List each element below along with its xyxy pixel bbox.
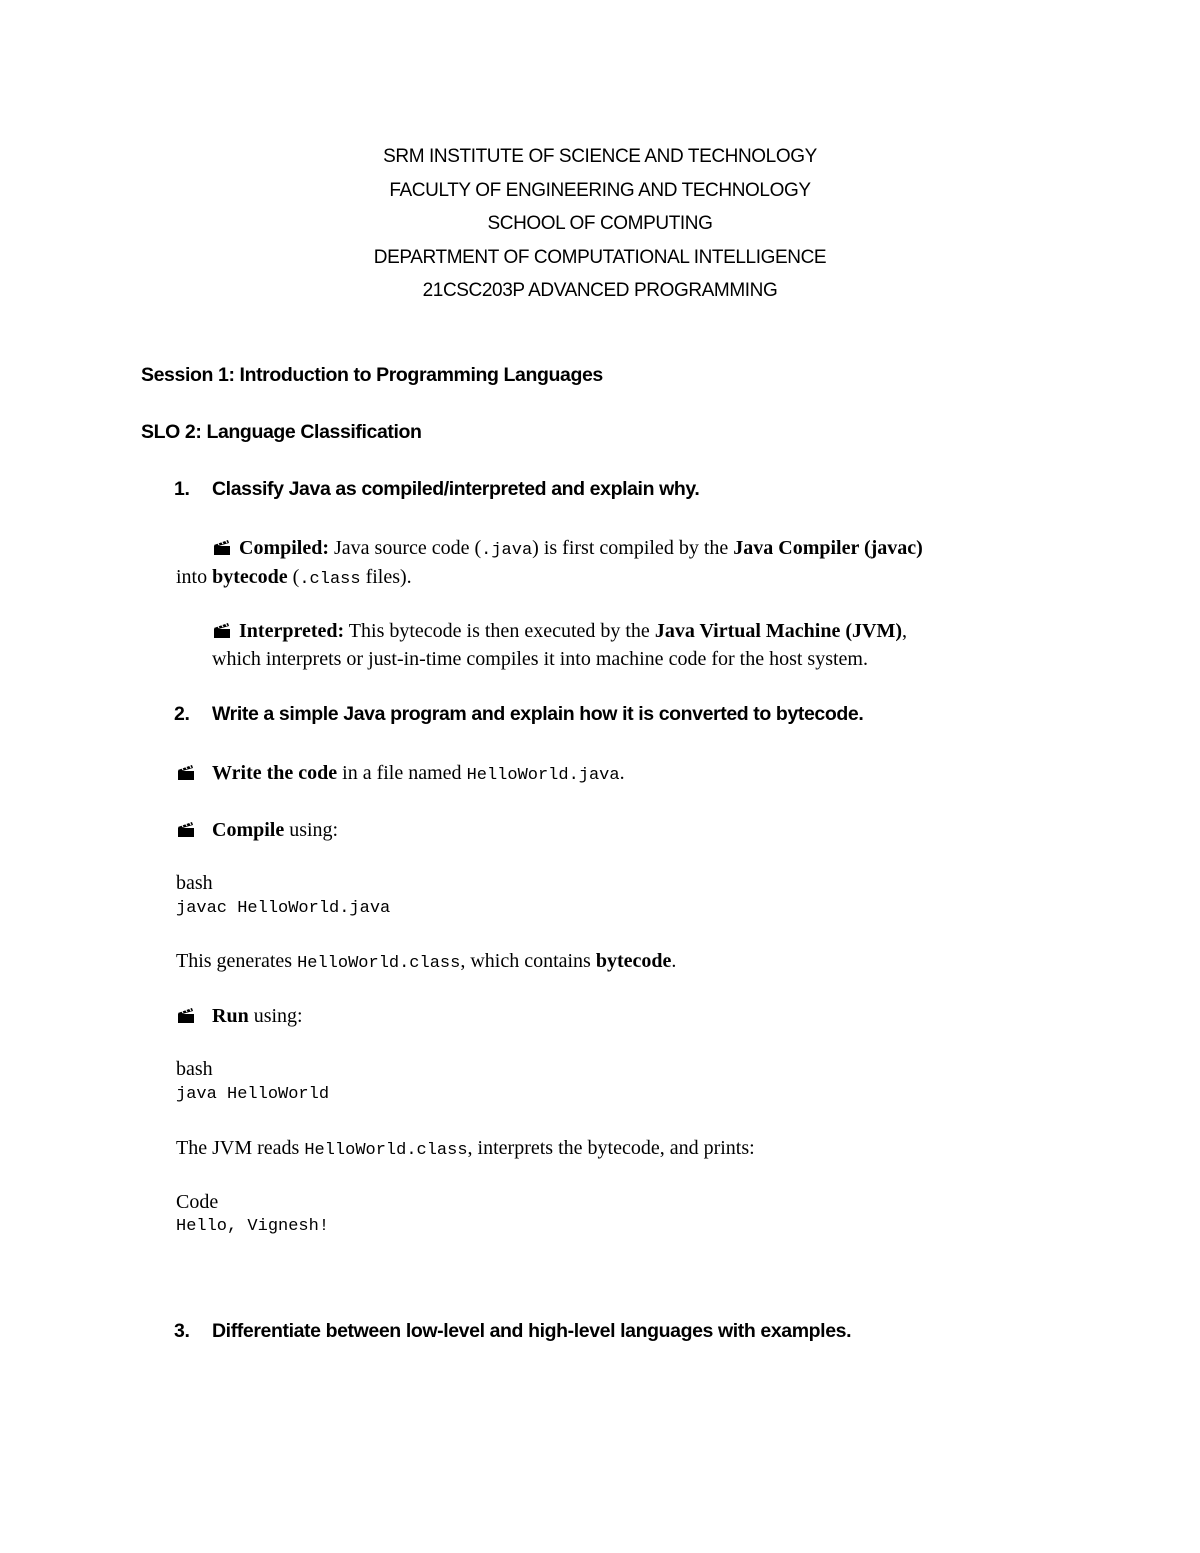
- generates-text: This generates: [176, 950, 298, 972]
- compile-bold: Compile: [212, 819, 285, 841]
- compiled-line-2: [176, 566, 412, 589]
- compiled-text-3: into: [176, 566, 213, 588]
- clapperboard-icon: [212, 621, 234, 639]
- school-name: SCHOOL OF COMPUTING: [487, 213, 713, 234]
- generates-text-2: , which contains: [460, 950, 596, 972]
- interpreted-line-1: [212, 620, 907, 643]
- question-text: Write a simple Java program and explain how it is converted to bytecode.: [212, 703, 864, 725]
- clapperboard-icon: [176, 763, 212, 781]
- write-code-text: in a file named: [337, 762, 467, 784]
- generates-line: [176, 950, 676, 973]
- generates-period: .: [671, 950, 677, 972]
- interpreted-label: Interpreted:: [239, 620, 345, 642]
- java-compiler-bold: Java Compiler (javac): [733, 537, 923, 559]
- bytecode-bold: bytecode: [212, 566, 288, 588]
- document-header: [0, 140, 1200, 308]
- course-title: 21CSC203P ADVANCED PROGRAMMING: [422, 280, 778, 301]
- institute-name: SRM INSTITUTE OF SCIENCE AND TECHNOLOGY: [383, 146, 817, 167]
- department-name: DEPARTMENT OF COMPUTATIONAL INTELLIGENCE: [373, 246, 827, 268]
- interpreted-text: This bytecode is then executed by the: [344, 620, 655, 642]
- clapperboard-icon: [176, 1006, 212, 1024]
- write-code-line: [176, 762, 625, 785]
- compiled-line-1: [212, 537, 923, 560]
- clapperboard-icon: [176, 820, 212, 838]
- java-extension-code: .java: [481, 541, 533, 560]
- faculty-name: FACULTY OF ENGINEERING AND TECHNOLOGY: [389, 179, 811, 201]
- jvm-reads-text: The JVM reads: [176, 1137, 305, 1159]
- question-2: [174, 703, 863, 726]
- compile-text: using:: [284, 819, 339, 841]
- slo-heading: SLO 2: Language Classification: [141, 421, 422, 443]
- compiled-text-2: ) is first compiled by the: [532, 537, 734, 559]
- helloworld-java-code: HelloWorld.java: [466, 766, 620, 785]
- compile-line: [176, 819, 338, 842]
- class-extension-code: .class: [299, 570, 361, 589]
- jvm-reads-line: [176, 1137, 755, 1160]
- question-text: Differentiate between low-level and high-level languages with examples.: [212, 1320, 852, 1342]
- program-output: Hello, Vignesh!: [176, 1217, 330, 1236]
- code-block-language-label: bash: [176, 1058, 213, 1080]
- helloworld-class-code: HelloWorld.class: [304, 1141, 468, 1160]
- question-number: 2.: [174, 703, 190, 725]
- javac-command: javac HelloWorld.java: [176, 899, 391, 918]
- session-heading: Session 1: Introduction to Programming Languages: [141, 364, 603, 386]
- helloworld-class-code: HelloWorld.class: [297, 954, 461, 973]
- write-code-period: .: [619, 762, 625, 784]
- run-line: [176, 1005, 303, 1028]
- question-text: Classify Java as compiled/interpreted and explain why.: [212, 478, 700, 500]
- question-number: 3.: [174, 1320, 190, 1342]
- interpreted-line-2: which interprets or just-in-time compiles it into machine code for the host system.: [212, 648, 868, 670]
- code-block-language-label: Code: [176, 1191, 219, 1213]
- jvm-bold: Java Virtual Machine (JVM): [654, 620, 902, 642]
- question-3: [174, 1320, 851, 1343]
- java-command: java HelloWorld: [176, 1085, 330, 1104]
- run-bold: Run: [212, 1005, 249, 1027]
- compiled-text-4: (: [287, 566, 300, 588]
- jvm-reads-text-2: , interprets the bytecode, and prints:: [467, 1137, 755, 1159]
- question-number: 1.: [174, 478, 190, 500]
- compiled-text: Java source code (: [329, 537, 482, 559]
- interpreted-comma: ,: [902, 620, 907, 642]
- compiled-label: Compiled:: [239, 537, 329, 559]
- clapperboard-icon: [212, 538, 234, 556]
- code-block-language-label: bash: [176, 872, 213, 894]
- run-text: using:: [248, 1005, 303, 1027]
- write-code-bold: Write the code: [212, 762, 338, 784]
- compiled-text-5: files).: [360, 566, 412, 588]
- question-1: [174, 478, 699, 501]
- bytecode-bold: bytecode: [595, 950, 672, 972]
